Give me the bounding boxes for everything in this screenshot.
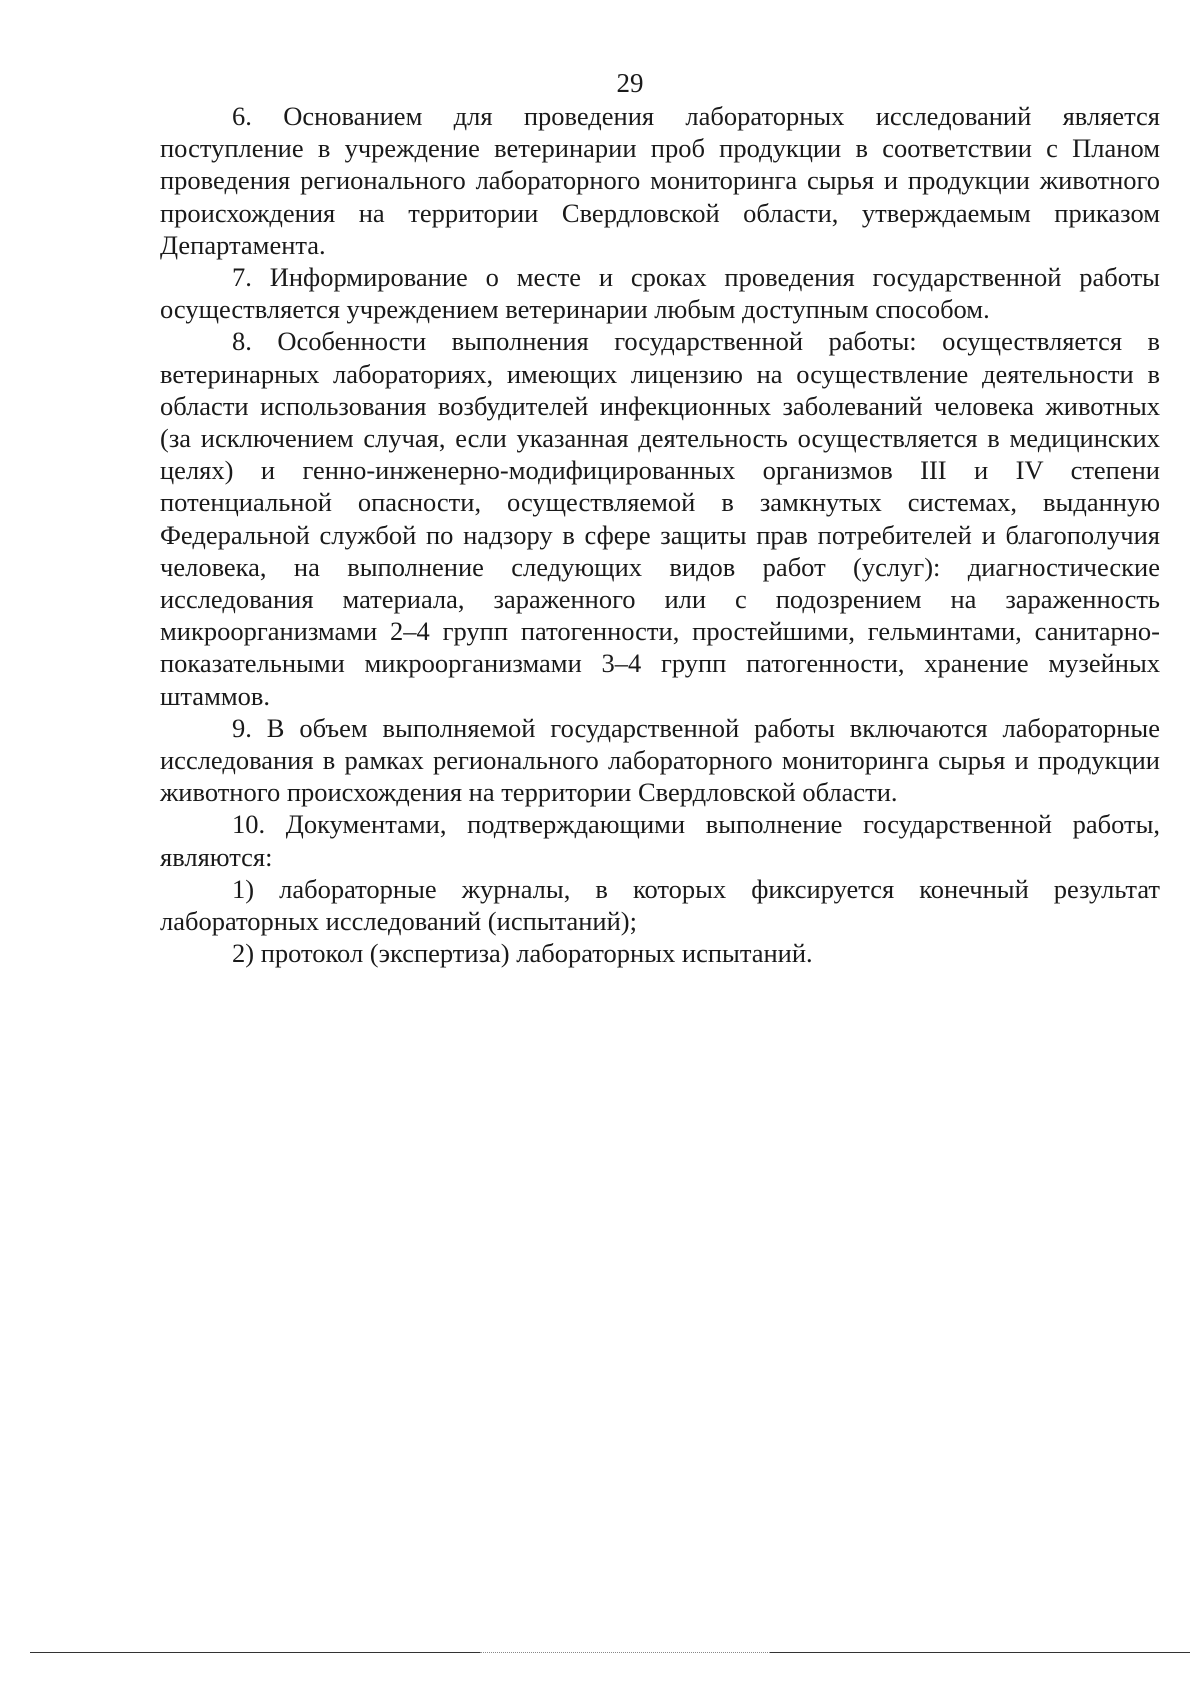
paragraph-9: 9. В объем выполняемой государственной работы включаются лабораторные исследования в рамках регионального лабораторного мониторинга сырья и продукции животного происхождения на территории Свердловской области. xyxy=(160,712,1160,808)
list-item-1: 1) лабораторные журналы, в которых фиксируется конечный результат лабораторных исследований (испытаний); xyxy=(160,873,1160,937)
paragraph-6: 6. Основанием для проведения лабораторных исследований является поступление в учреждение ветеринарии проб продукции в соответствии с Планом проведения регионального лабораторного мониторинга сырья и продукции животного происхождения на территории Свердловской области, утверждаемым приказом Департамента. xyxy=(160,101,1160,260)
footer-divider-left xyxy=(30,1652,480,1653)
footer-divider-middle xyxy=(480,1652,770,1653)
paragraph-7: 7. Информирование о месте и сроках проведения государственной работы осуществляется учреждением ветеринарии любым доступным способом. xyxy=(160,262,1160,325)
document-body xyxy=(160,100,1160,969)
paragraph-10: 10. Документами, подтверждающими выполнение государственной работы, являются: xyxy=(160,809,1160,872)
paragraph-8: 8. Особенности выполнения государственной работы: осуществляется в ветеринарных лабораториях, имеющих лицензию на осуществление деятельности в области использования возбудителей инфекционных заболеваний человека животных (за исключением случая, если указанная деятельность осуществляется в медицинских целях) и генно-инженерно-модифицированных организмов III и IV степени потенциальной опасности, осуществляемой в замкнутых системах, выданную Федеральной службой по надзору в сфере защиты прав потребителей и благополучия человека, на выполнение следующих видов работ (услуг): диагностические исследования материала, зараженного или с подозрением на зараженность микроорганизмами 2–4 групп патогенности, простейшими, гельминтами, санитарно-показательными микроорганизмами 3–4 групп патогенности, хранение музейных штаммов. xyxy=(160,326,1160,711)
list-item-2: 2) протокол (экспертиза) лабораторных испытаний. xyxy=(232,938,813,969)
footer-divider-right xyxy=(770,1652,1190,1653)
page-number: 29 xyxy=(616,68,644,98)
